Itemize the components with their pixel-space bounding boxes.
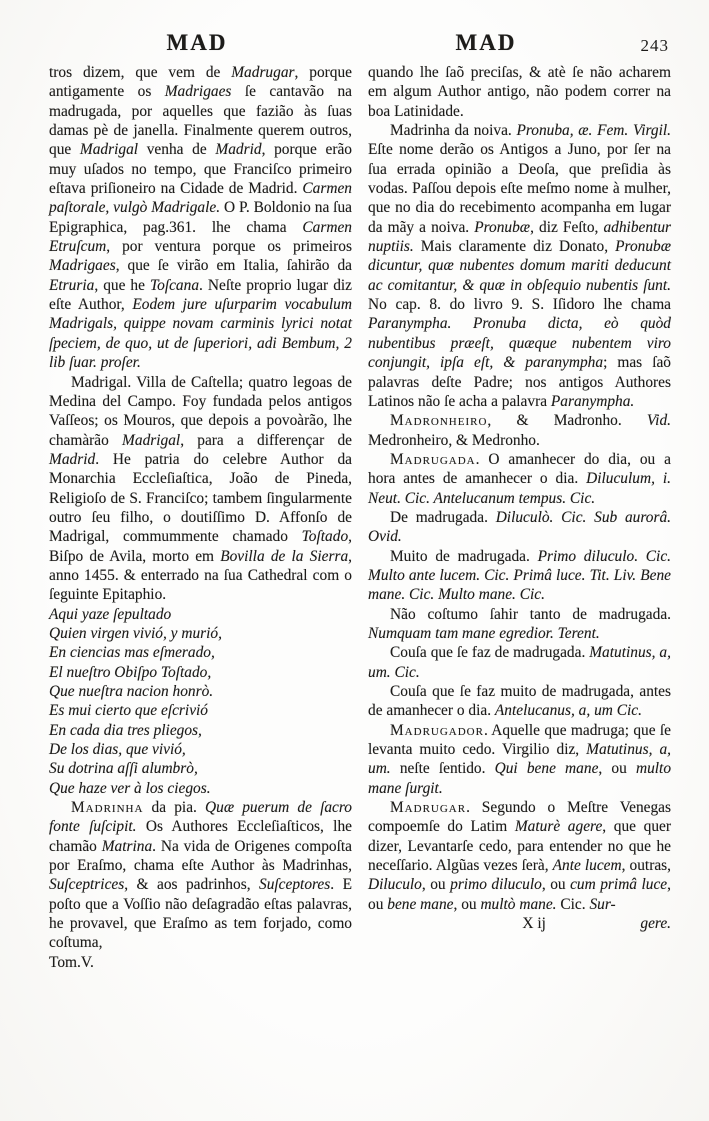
text-run: . E poſto que a Voſſio não deſagradão eſtas palavras, he provavel, que Eraſmo as tem forjado, como coſtuma, [49, 876, 352, 952]
text-run: Pronubæ dicuntur, quæ nubentes domum mariti deducunt ac comitantur, & quæ in obſequio nubentis ſunt. [368, 238, 671, 294]
text-run: , por ventura porque os primeiros [106, 238, 352, 256]
text-run: O P. Boldonio na ſua Epigraphica, pag.361. lhe chama [49, 199, 352, 236]
text-run: Pronubæ [474, 218, 531, 236]
text-run: , anno 1455. & enterrado na ſua Cathedral com o ſeguinte Epitaphio. [49, 547, 352, 604]
text-run: En ciencias mas eſmerado, [49, 644, 215, 662]
entry-headword: Madronheiro [390, 412, 488, 430]
text-run: Toſcana [149, 276, 200, 294]
text-run: , porque antigamente os [49, 64, 352, 101]
text-run: No cap. 8. do livro 9. S. Iſidoro lhe chama [368, 296, 671, 314]
text-run: . O amanhecer do dia, ou a hora antes de amanhecer o dia. [368, 450, 671, 488]
text-run: Diluculò. Cic. Sub aurorâ. Ovid. [368, 508, 671, 546]
text-run: Eſte nome derão os Antigos a Juno, por ſer na ſua errada opinião a Deoſa, que preſidia às vodas. Paſſou depois eſte meſmo nome à mulher, que no dia do recebimento acompanha em lugar da mãy a noiva. [368, 141, 671, 236]
running-title-right: MAD [455, 30, 517, 55]
entry-madrugada [368, 450, 671, 508]
text-run: Madrigal [122, 431, 181, 449]
text-run: , & aos padrinhos, [124, 876, 260, 894]
text-run: Carmen Etruſcum [49, 218, 352, 256]
entry-headword: Madrugar [390, 799, 467, 817]
text-run: De los dias, que vivió, [49, 741, 186, 759]
text-run: Matutinus, a, um. [368, 741, 671, 778]
text-run: Etruria [49, 276, 95, 294]
text-run: Pronuba, æ. Fem. Virgil. [516, 122, 671, 140]
text-run: multò mane. [480, 895, 557, 913]
entry-madrugador [368, 721, 671, 798]
text-run: ſe cantavão na madrugada, por aquelles que fazião às ſuas damas pè de janella. Finalmente querem outros, que [49, 83, 352, 159]
text-block [49, 63, 671, 1091]
text-run: Suſceptrices [49, 876, 125, 894]
column-right [368, 63, 671, 1091]
text-run: Es mui cierto que eſcrivió [49, 702, 208, 720]
entry-headword: Madrinha [71, 799, 144, 817]
text-run: , diz Feſto, [530, 218, 604, 236]
entry-de-madrugada [368, 508, 671, 547]
text-run: Madrugar [231, 64, 295, 81]
text-run: ; mas ſaõ palavras deſte Padre; nos antigos Authores Latinos não ſe acha a palavra [368, 354, 671, 410]
text-run: , ou [421, 876, 451, 894]
text-run: cum primâ luce [570, 876, 668, 894]
text-run: Paranympha. [550, 392, 635, 410]
entry-latinidade-continuation [368, 63, 671, 121]
text-run: Ante lucem [552, 857, 622, 875]
text-run: , ou [541, 876, 571, 894]
text-run: De madrugada. [390, 508, 496, 526]
text-run: Matutinus, a, um. Cic. [368, 644, 671, 681]
text-run: Aqui yaze ſepultado [49, 605, 172, 623]
text-run: Carmen paſtorale, vulgò Madrigale. [49, 180, 352, 217]
epitaph-line [49, 605, 352, 624]
entry-madrugar [368, 798, 671, 914]
text-run: Numquam tam mane egredior. Terent. [368, 624, 600, 642]
text-run: , ou [368, 876, 672, 913]
text-run: venha de [138, 141, 216, 159]
page-number: 243 [640, 36, 669, 55]
text-run: Eodem jure uſurparim vocabulum Madrigals, quippe novam carminis lyrici notat ſpeciem, de quo, ut de ſuperiori, adi Bembum, 2 lib ſuar. proſer. [49, 296, 352, 372]
text-run: Muito de madrugada. [390, 547, 538, 565]
volume-mark [49, 953, 352, 972]
entry-cousa-de-madrugada [368, 643, 671, 682]
text-run: Sur- [589, 895, 616, 913]
entry-cousa-muito-de-madrugada [368, 682, 671, 721]
text-run: , que he [94, 276, 150, 294]
text-run: , porque erão muy uſados no tempo, que Franciſco primeiro eſtava priſioneiro na Cidade de Madrid. [49, 141, 352, 198]
text-run: primo diluculo [450, 876, 542, 894]
text-run: , ou [598, 760, 636, 778]
text-run: Vid. [646, 412, 671, 430]
text-run: Diluculo [368, 876, 422, 894]
text-run: bene mane [387, 895, 454, 913]
column-left [49, 63, 352, 1091]
epitaph-line [49, 779, 352, 798]
text-run: , que ſe virão em Italia, ſahirão da [115, 257, 352, 275]
text-run: Quæ puerum de ſacro fonte ſuſcipit. [49, 799, 352, 836]
text-run: . Na vida de Origenes compoſta por Eraſmo, chama eſte Author às Madrinhas, [49, 837, 353, 875]
text-run: Os Authores Eccleſiaſticos, lhe chamão [49, 818, 352, 855]
entry-madronheiro [368, 411, 671, 450]
text-run: . He patria do celebre Author da Monarchia Eccleſiaſtica, João de Pineda, Religioſo de S. Franciſco; tambem ſingularmente outro ſeu filho, o doutiſſimo D. Affonſo de Madrigal, commummente chamado [49, 450, 352, 546]
text-run: Paranympha. Pronuba dicta, eò quòd nubentibus præeſt, quæque nubentem viro conjungit, ipſa eſt, & paranympha [368, 315, 671, 372]
epitaph-line [49, 759, 352, 778]
text-run: Couſa que ſe faz de madrugada. [390, 644, 590, 662]
text-run: Su dotrina aſſi alumbrò, [49, 760, 198, 778]
text-run: quando lhe ſaõ preciſas, & atè ſe não acharem em algum Author antigo, não podem correr na boa Latinidade. [368, 64, 671, 120]
text-run: Madrid [215, 141, 262, 159]
entry-nao-costumo-sahir [368, 605, 671, 644]
text-run: da pia. [143, 799, 206, 817]
text-run: neſte ſentido. [390, 760, 495, 778]
epitaph-line [49, 624, 352, 643]
text-run: , & Madronho. [487, 412, 647, 430]
epitaph-line [49, 701, 352, 720]
text-run: X ij [522, 915, 546, 933]
text-run: , que quer dizer, Levantarſe cedo, para entender no que he neceſſario. Algũas vezes ſerà, [368, 818, 671, 875]
text-run: , outras, [621, 857, 671, 875]
text-run: . Segundo o Meſtre Venegas compoemſe do Latim [368, 799, 671, 836]
text-run: . Neſte proprio lugar diz eſte Author, [49, 276, 353, 314]
entry-headword: Madrugador [390, 721, 484, 739]
text-run: Diluculum, i. Neut. Cic. Antelucanum tempus. Cic. [368, 470, 671, 507]
text-run: tros dizem, que vem de [49, 64, 232, 81]
entry-madrinha-da-noiva [368, 121, 671, 411]
epitaph-line [49, 682, 352, 701]
entry-headword: Madrugada [390, 450, 476, 468]
text-run: Medronheiro, & Medronho. [368, 431, 540, 449]
text-run: Que nueſtra nacion honrò. [49, 683, 214, 700]
text-run: Madrigaes [164, 83, 232, 101]
text-run: Matrina [101, 837, 153, 855]
text-run: Madrigaes [49, 257, 116, 275]
text-run: Toſtado [301, 528, 349, 546]
text-run: Bovilla de la Sierra [220, 547, 349, 565]
text-run: Tom.V. [49, 953, 94, 971]
text-run: , para a differençar de [180, 431, 352, 449]
text-run: Antelucanus, a, um Cic. [494, 702, 642, 720]
entry-madrigal-villa [49, 373, 352, 605]
text-run: , Biſpo de Avila, morto em [49, 528, 352, 565]
epitaph-line [49, 643, 352, 662]
text-run: Madrid [49, 450, 96, 468]
text-run: Primo diluculo. Cic. Multo ante lucem. Cic. Primâ luce. Tit. Liv. Bene mane. Cic. Multo mane. Cic. [368, 547, 671, 604]
running-title-left: MAD [166, 30, 228, 55]
text-run: Suſceptores [259, 876, 331, 894]
epitaph-line [49, 663, 352, 682]
signature-and-catchword [368, 914, 671, 933]
epitaph-line [49, 740, 352, 759]
text-run: Não coſtumo ſahir tanto de madrugada. [390, 605, 671, 623]
text-run: Qui bene mane [494, 760, 599, 778]
running-header [49, 30, 671, 60]
text-run: Couſa que ſe faz muito de madrugada, antes de amanhecer o dia. [368, 683, 671, 720]
text-run: . Aquelle que madruga; que ſe levanta muito cedo. Virgilio diz, [368, 721, 671, 759]
text-run: Madrinha da noiva. [390, 122, 517, 140]
text-run: En cada dia tres pliegos, [49, 721, 202, 739]
text-run: , ou [453, 895, 481, 913]
text-run: Cic. [556, 895, 590, 913]
entry-muito-de-madrugada [368, 547, 671, 605]
text-run: Mais claramente diz Donato, [413, 238, 616, 256]
entry-madrinha-da-pia [49, 798, 352, 953]
epitaph-line [49, 721, 352, 740]
text-run: adhibentur nuptiis. [368, 218, 671, 256]
text-run: gere. [640, 915, 671, 933]
text-run: multo mane ſurgit. [368, 760, 672, 797]
text-run: Madrigal. Villa de Caſtella; quatro legoas de Medina del Campo. Foy fundada pelos antigos Vaſſeos; os Mouros, que depois a povoàrão, lhe chamàrão [49, 373, 352, 449]
text-run: Quien virgen vivió, y murió, [49, 624, 222, 642]
text-run: Maturè agere [514, 818, 603, 836]
text-run: Madrigal [79, 141, 139, 159]
text-run: Que haze ver à los ciegos. [49, 779, 211, 797]
text-run: El nueſtro Obiſpo Toſtado, [49, 663, 212, 681]
entry-madrigal-etymology-continuation [49, 63, 352, 373]
